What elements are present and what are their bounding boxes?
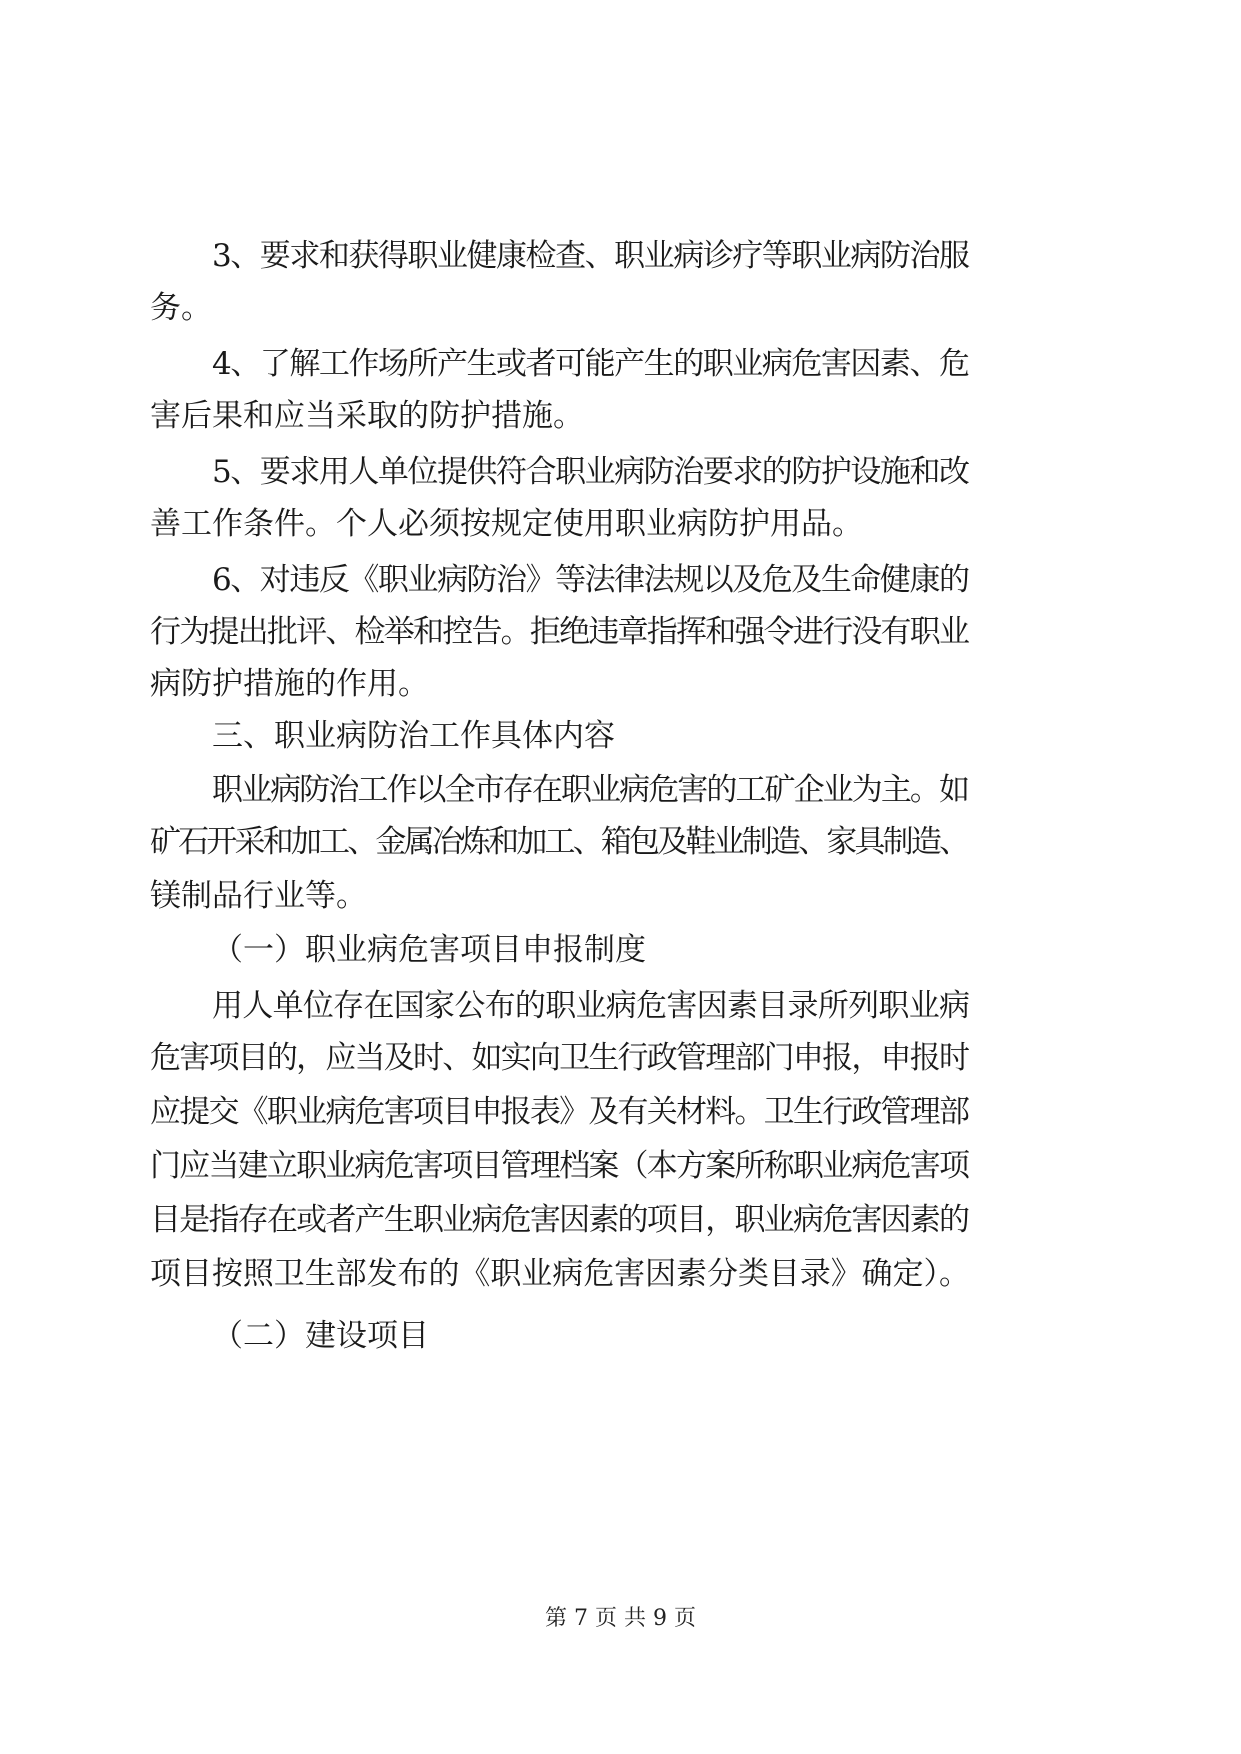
text-line bbox=[0, 1038, 1241, 1078]
heading-text: （二）建设项目 bbox=[212, 1318, 429, 1354]
text-line bbox=[0, 452, 1241, 492]
line-text: 项目按照卫生部发布的《职业病危害因素分类目录》确定）。 bbox=[150, 1256, 970, 1292]
heading-text: （一）职业病危害项目申报制度 bbox=[212, 932, 646, 968]
line-text: 危害项目的，应当及时、如实向卫生行政管理部门申报，申报时 bbox=[150, 1040, 969, 1076]
text-line bbox=[0, 664, 1241, 704]
text-line bbox=[0, 612, 1241, 652]
line-text: 应提交《职业病危害项目申报表》及有关材料。卫生行政管理部 bbox=[150, 1094, 969, 1130]
line-text: 用人单位存在国家公布的职业病危害因素目录所列职业病 bbox=[212, 988, 970, 1024]
text-line bbox=[0, 1200, 1241, 1240]
line-text: 6、对违反《职业病防治》等法律法规以及危及生命健康的 bbox=[212, 562, 969, 598]
line-text: 善工作条件。个人必须按规定使用职业病防护用品。 bbox=[150, 506, 863, 542]
line-text: 害后果和应当采取的防护措施。 bbox=[150, 398, 584, 434]
line-text: 务。 bbox=[150, 290, 212, 326]
line-text: 5、要求用人单位提供符合职业病防治要求的防护设施和改 bbox=[212, 454, 969, 490]
text-line bbox=[0, 504, 1241, 544]
section-heading bbox=[0, 716, 1241, 756]
text-line bbox=[0, 288, 1241, 328]
text-line bbox=[0, 560, 1241, 600]
heading-text: 三、职业病防治工作具体内容 bbox=[212, 718, 615, 754]
page-number-footer: 第 7 页 共 9 页 bbox=[545, 1606, 696, 1631]
text-line bbox=[0, 986, 1241, 1026]
text-line bbox=[0, 1146, 1241, 1186]
text-line bbox=[0, 770, 1241, 810]
line-text: 矿石开采和加工、金属冶炼和加工、箱包及鞋业制造、家具制造、 bbox=[150, 824, 968, 860]
text-line bbox=[0, 396, 1241, 436]
line-text: 3、要求和获得职业健康检查、职业病诊疗等职业病防治服 bbox=[212, 238, 969, 274]
line-text: 病防护措施的作用。 bbox=[150, 666, 429, 702]
text-line bbox=[0, 822, 1241, 862]
line-text: 4、了解工作场所产生或者可能产生的职业病危害因素、危 bbox=[212, 346, 969, 382]
line-text: 镁制品行业等。 bbox=[150, 878, 367, 914]
line-text: 职业病防治工作以全市存在职业病危害的工矿企业为主。如 bbox=[212, 772, 969, 808]
line-text: 行为提出批评、检举和控告。拒绝违章指挥和强令进行没有职业 bbox=[150, 614, 969, 650]
text-line bbox=[0, 344, 1241, 384]
line-text: 门应当建立职业病危害项目管理档案（本方案所称职业病危害项 bbox=[150, 1148, 969, 1184]
text-line bbox=[0, 236, 1241, 276]
subsection-heading bbox=[0, 930, 1241, 970]
text-line bbox=[0, 1092, 1241, 1132]
subsection-heading bbox=[0, 1316, 1241, 1356]
text-line bbox=[0, 876, 1241, 916]
line-text: 目是指存在或者产生职业病危害因素的项目，职业病危害因素的 bbox=[150, 1202, 969, 1238]
text-line bbox=[0, 1254, 1241, 1294]
